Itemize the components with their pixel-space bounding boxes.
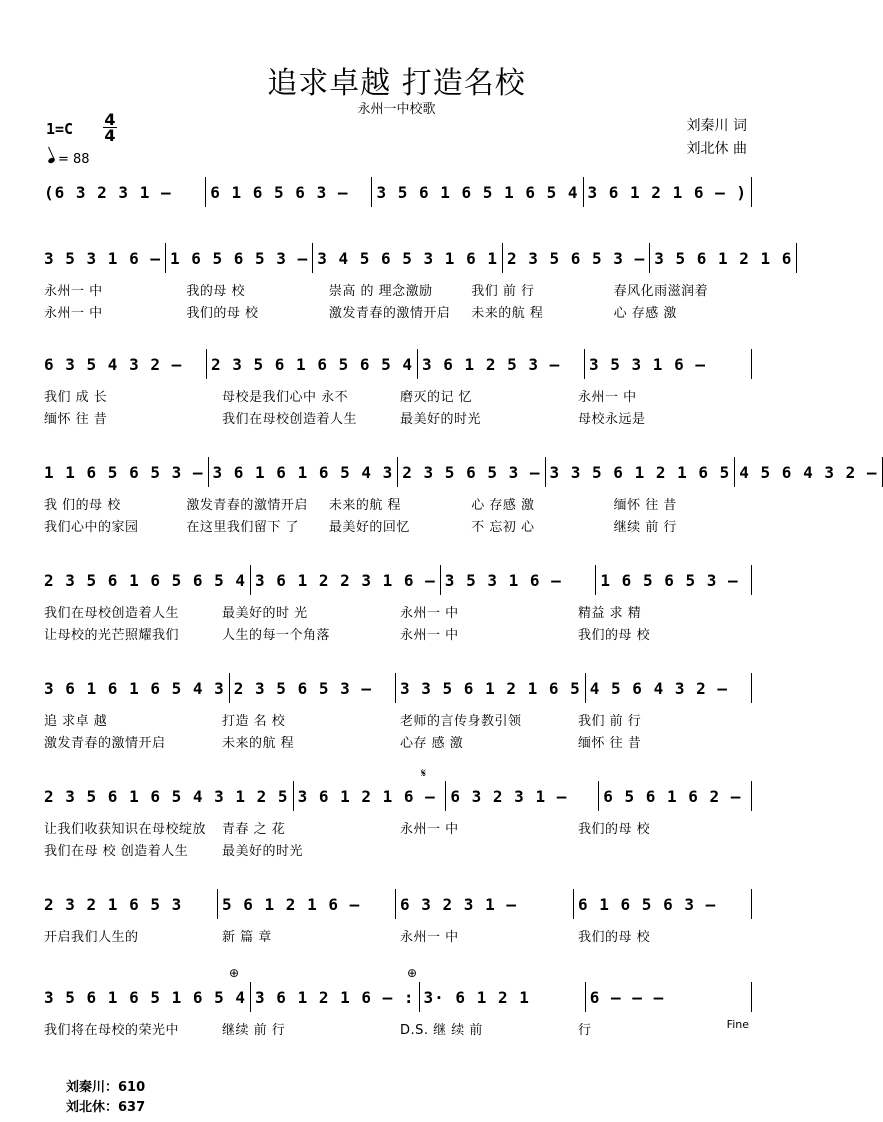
measure: 1 6 5 6 5 3 – <box>169 248 309 268</box>
lyric-text: 我们将在母校的荣光中 <box>44 1023 180 1038</box>
notation-row <box>40 568 752 592</box>
lyric-text: 永州一 中 <box>44 306 103 321</box>
measure: 6 3 2 3 1 – <box>400 894 517 914</box>
notation-row <box>40 246 793 270</box>
lyric-text: 我们在母校创造着人生 <box>44 606 180 621</box>
coda-icon: ⊕ <box>229 966 240 980</box>
measure: 3 6 1 6 1 6 5 4 3 <box>44 678 225 698</box>
lyrics-row-1 <box>40 710 752 729</box>
measure: 2 3 5 6 1 6 5 4 3 1 2 5 <box>44 786 289 806</box>
lyric-text: 我们 前 行 <box>471 284 535 299</box>
notation-row <box>40 784 752 808</box>
lyric-text: 追 求卓 越 <box>44 714 108 729</box>
lyrics-row-2 <box>40 516 752 535</box>
measure: 6 – – – <box>589 987 665 1007</box>
lyrics-row-2 <box>40 840 752 859</box>
lyric-text: 我们的母 校 <box>186 306 259 321</box>
lyrics-row-1 <box>40 1019 752 1038</box>
lyric-text: 让我们收获知识在母校绽放 <box>44 822 207 837</box>
lyric-text: 未来的航 程 <box>328 498 401 513</box>
measure: 5 6 1 2 1 6 – <box>222 894 361 914</box>
notation-row <box>40 180 752 204</box>
measure: 6 5 6 1 6 2 – <box>603 786 742 806</box>
lyric-text: 让母校的光芒照耀我们 <box>44 628 180 643</box>
lyric-text: 青春 之 花 <box>222 822 286 837</box>
barline <box>751 177 752 207</box>
notation-row <box>40 676 752 700</box>
notation-row <box>40 352 752 376</box>
measure: 3 5 6 1 2 1 6 <box>654 248 793 268</box>
footer-note-2: 刘北休：637 <box>66 1100 146 1115</box>
measure: 3 6 1 2 5 3 – <box>422 354 561 374</box>
notation-row <box>40 892 752 916</box>
score-line-2 <box>40 246 793 336</box>
lyric-text: 我们在母 校 创造着人生 <box>44 844 189 859</box>
lyric-text: 心 存感 激 <box>613 306 677 321</box>
lyric-text: 母校永远是 <box>578 412 646 427</box>
lyric-text: 我们心中的家园 <box>44 520 139 535</box>
measure: 3 5 3 1 6 – <box>44 248 161 268</box>
lyric-text: 永州一 中 <box>400 822 459 837</box>
segno-icon: 𝄋 <box>421 766 427 780</box>
lyric-text <box>574 840 752 859</box>
lyrics-row-1 <box>40 494 752 513</box>
lyric-text: 永州一 中 <box>400 606 459 621</box>
barline <box>751 565 752 595</box>
barline <box>751 349 752 379</box>
lyric-text: 未来的航 程 <box>222 736 295 751</box>
measure: 4 5 6 4 3 2 – <box>739 462 878 482</box>
lyrics-row-2 <box>40 408 752 427</box>
lyrics-row-1 <box>40 818 752 837</box>
page-title: 追求卓越 打造名校 <box>267 66 526 101</box>
lyric-text: 行 <box>578 1023 592 1038</box>
notation-row <box>40 460 878 484</box>
lyric-text: 我们的母 校 <box>578 628 651 643</box>
measure: 2 3 5 6 1 6 5 6 5 4 <box>44 570 247 590</box>
lyric-text: 精益 求 精 <box>578 606 642 621</box>
lyric-text: 激发青春的激情开启 <box>44 736 166 751</box>
lyric-text: 我的母 校 <box>186 284 246 299</box>
measure: 6 1 6 5 6 3 – <box>578 894 717 914</box>
lyric-text: 最美好的时光 <box>400 412 482 427</box>
score-line-6 <box>40 676 752 766</box>
measure: 6 3 2 3 1 – <box>450 786 568 806</box>
measure: 3 6 1 2 1 6 – ) <box>587 182 747 202</box>
barline <box>751 673 752 703</box>
measure: 3· 6 1 2 1 <box>423 987 530 1007</box>
quarter-note-icon <box>47 157 55 164</box>
lyric-text: 崇高 的 理念激励 <box>328 284 433 299</box>
page-subtitle: 永州一中校歌 <box>357 102 436 117</box>
measure: (6 3 2 3 1 – <box>44 182 172 202</box>
lyric-text: 我们的母 校 <box>578 930 651 945</box>
measure: 1 6 5 6 5 3 – <box>600 570 739 590</box>
time-signature-top: 4 <box>104 110 116 129</box>
lyrics-row-1 <box>40 602 752 621</box>
lyric-text: 春风化雨滋润着 <box>613 284 709 299</box>
lyric-text: 人生的每一个角落 <box>222 628 331 643</box>
lyric-text: 我 们的母 校 <box>44 498 121 513</box>
lyric-text: 最美好的时 光 <box>222 606 308 621</box>
measure: 3 3 5 6 1 2 1 6 5 <box>400 678 581 698</box>
lyric-text: 不 忘初 心 <box>471 520 535 535</box>
lyric-text: 缅怀 往 昔 <box>578 736 642 751</box>
score-line-4 <box>40 460 878 550</box>
lyric-text: 永州一 中 <box>44 284 103 299</box>
score-line-5 <box>40 568 752 658</box>
tempo-value: = 88 <box>58 152 90 167</box>
lyric-text: 母校是我们心中 永不 <box>222 390 349 405</box>
measure: 2 3 5 6 5 3 – <box>402 462 541 482</box>
lyric-text: 我们的母 校 <box>578 822 651 837</box>
measure: 3 5 6 1 6 5 1 6 5 4 <box>376 182 579 202</box>
lyric-text: 新 篇 章 <box>222 930 272 945</box>
fine-marking: Fine <box>726 1018 749 1031</box>
barline <box>751 781 752 811</box>
barline <box>751 982 752 1012</box>
lyrics-row-1 <box>40 386 752 405</box>
measure: 6 3 5 4 3 2 – <box>44 354 183 374</box>
barline <box>751 889 752 919</box>
lyric-text: 激发青春的激情开启 <box>186 498 308 513</box>
key-signature: 1=C <box>46 120 74 138</box>
lyric-text <box>396 840 574 859</box>
lyric-text: 最美好的时光 <box>222 844 304 859</box>
barline <box>796 243 797 273</box>
score-line-9 <box>40 985 752 1075</box>
lyric-text: 继续 前 行 <box>222 1023 286 1038</box>
measure: 3 6 1 2 2 3 1 6 – <box>255 570 436 590</box>
lyrics-row-2 <box>40 732 752 751</box>
measure: 2 3 2 1 6 5 3 <box>44 894 183 914</box>
lyric-text: D.S. 继 续 前 <box>400 1023 483 1038</box>
measure: 2 3 5 6 5 3 – <box>233 678 372 698</box>
composer-credit: 刘北休 曲 <box>686 141 747 157</box>
lyric-text: 心存 感 激 <box>400 736 464 751</box>
notation-row <box>40 985 752 1009</box>
measure: 3 4 5 6 5 3 1 6 1 <box>317 248 498 268</box>
lyric-text: 我们在母校创造着人生 <box>222 412 358 427</box>
lyric-text: 永州一 中 <box>400 930 459 945</box>
lyric-text: 在这里我们留下 了 <box>186 520 300 535</box>
measure: 3 5 3 1 6 – <box>444 570 562 590</box>
measure: 2 3 5 6 1 6 5 6 5 4 <box>210 354 414 374</box>
tempo-marking <box>48 152 90 167</box>
score-line-8 <box>40 892 752 982</box>
lyric-text: 心 存感 激 <box>471 498 535 513</box>
lyrics-row-1 <box>40 280 752 299</box>
lyricist-credit: 刘秦川 词 <box>686 118 747 134</box>
lyric-text: 继续 前 行 <box>613 520 677 535</box>
measure: 3 3 5 6 1 2 1 6 5 <box>549 462 731 482</box>
lyric-text: 磨灭的记 忆 <box>400 390 473 405</box>
measure: 3 6 1 2 1 6 – <box>297 786 436 806</box>
lyric-text: 最美好的回忆 <box>328 520 410 535</box>
measure: 2 3 5 6 5 3 – <box>506 248 646 268</box>
measure: 3 5 3 1 6 – <box>589 354 706 374</box>
score-line-3 <box>40 352 752 442</box>
lyrics-row-2 <box>40 302 752 321</box>
lyric-text: 老师的言传身教引领 <box>400 714 522 729</box>
lyric-text: 激发青春的激情开启 <box>328 306 451 321</box>
lyrics-row-2 <box>40 624 752 643</box>
score-line-7 <box>40 784 752 874</box>
time-signature-bottom: 4 <box>104 126 116 145</box>
lyric-text: 永州一 中 <box>578 390 637 405</box>
time-signature <box>103 112 117 143</box>
lyric-text: 我们 前 行 <box>578 714 642 729</box>
measure: 1 1 6 5 6 5 3 – <box>44 462 204 482</box>
measure: 4 5 6 4 3 2 – <box>589 678 728 698</box>
measure: 6 1 6 5 6 3 – <box>210 182 349 202</box>
lyric-text: 我们 成 长 <box>44 390 108 405</box>
lyrics-row-1 <box>40 926 752 945</box>
lyric-text: 开启我们人生的 <box>44 930 139 945</box>
measure: 3 6 1 2 1 6 – : <box>255 987 415 1007</box>
lyric-text: 未来的航 程 <box>471 306 544 321</box>
barline <box>882 457 883 487</box>
lyric-text: 永州一 中 <box>400 628 459 643</box>
lyric-text: 打造 名 校 <box>222 714 286 729</box>
coda-icon-2: ⊕ <box>407 966 418 980</box>
lyric-text: 缅怀 往 昔 <box>44 412 108 427</box>
measure: 3 6 1 6 1 6 5 4 3 <box>212 462 394 482</box>
footer-note-1: 刘秦川：610 <box>66 1080 146 1095</box>
lyric-text: 缅怀 往 昔 <box>613 498 677 513</box>
measure: 3 5 6 1 6 5 1 6 5 4 <box>44 987 247 1007</box>
